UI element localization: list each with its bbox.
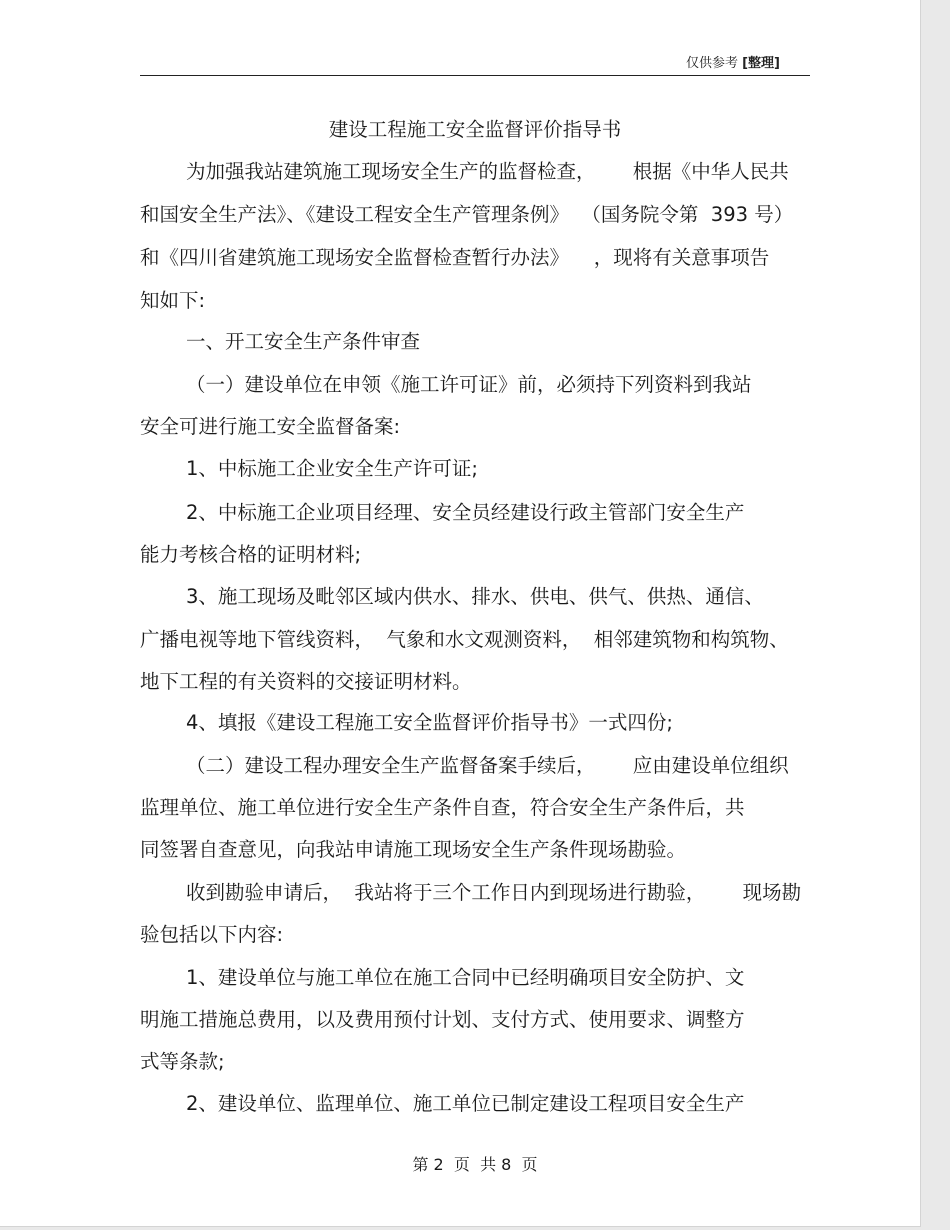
- body-line: 地下工程的有关资料的交接证明材料。: [140, 670, 472, 693]
- body-line: 收到勘验申请后， 我站将于三个工作日内到现场进行勘验， 现场勘: [186, 881, 802, 904]
- body-line: （二）建设工程办理安全生产监督备案手续后， 应由建设单位组织: [186, 754, 789, 777]
- header-divider: [140, 75, 810, 76]
- document-title: 建设工程施工安全监督评价指导书: [328, 118, 622, 141]
- body-line: 监理单位、施工单位进行安全生产条件自查，符合安全生产条件后，共: [140, 796, 745, 819]
- section-heading: 一、开工安全生产条件审查: [186, 330, 421, 353]
- body-line: 验包括以下内容:: [140, 923, 284, 946]
- body-line: 和国安全生产法》、《建设工程安全生产管理条例》 （国务院令第 393 号）: [140, 203, 794, 226]
- body-line: 4、填报《建设工程施工安全监督评价指导书》一式四份;: [186, 711, 673, 734]
- body-line: （一）建设单位在申领《施工许可证》前，必须持下列资料到我站: [186, 373, 752, 396]
- body-line: 知如下:: [140, 289, 206, 312]
- header-note-text: 仅供参考: [685, 56, 738, 71]
- body-line: 和《四川省建筑施工现场安全监督检查暂行办法》 ，现将有关意事项告: [140, 246, 770, 269]
- body-line: 2、中标施工企业项目经理、安全员经建设行政主管部门安全生产: [186, 501, 745, 524]
- header-note-tag: [整理]: [742, 56, 780, 71]
- body-line: 同签署自查意见，向我站申请施工现场安全生产条件现场勘验。: [140, 838, 687, 861]
- body-line: 3、施工现场及毗邻区域内供水、排水、供电、供气、供热、通信、: [186, 585, 764, 608]
- body-line: 2、建设单位、监理单位、施工单位已制定建设工程项目安全生产: [186, 1092, 745, 1115]
- body-line: 广播电视等地下管线资料， 气象和水文观测资料， 相邻建筑物和构筑物、: [140, 628, 789, 651]
- body-line: 安全可进行施工安全监督备案:: [140, 415, 401, 438]
- page-number: 第 2 页 共 8 页: [412, 1155, 538, 1174]
- header-note: [686, 56, 780, 72]
- body-line: 能力考核合格的证明材料;: [140, 543, 362, 566]
- body-line: 1、中标施工企业安全生产许可证;: [186, 457, 478, 480]
- body-line: 式等条款;: [140, 1050, 225, 1073]
- body-line: 明施工措施总费用，以及费用预付计划、支付方式、使用要求、调整方: [140, 1008, 745, 1031]
- body-line: 为加强我站建筑施工现场安全生产的监督检查， 根据《中华人民共: [186, 160, 789, 183]
- body-line: 1、建设单位与施工单位在施工合同中已经明确项目安全防护、文: [186, 966, 745, 989]
